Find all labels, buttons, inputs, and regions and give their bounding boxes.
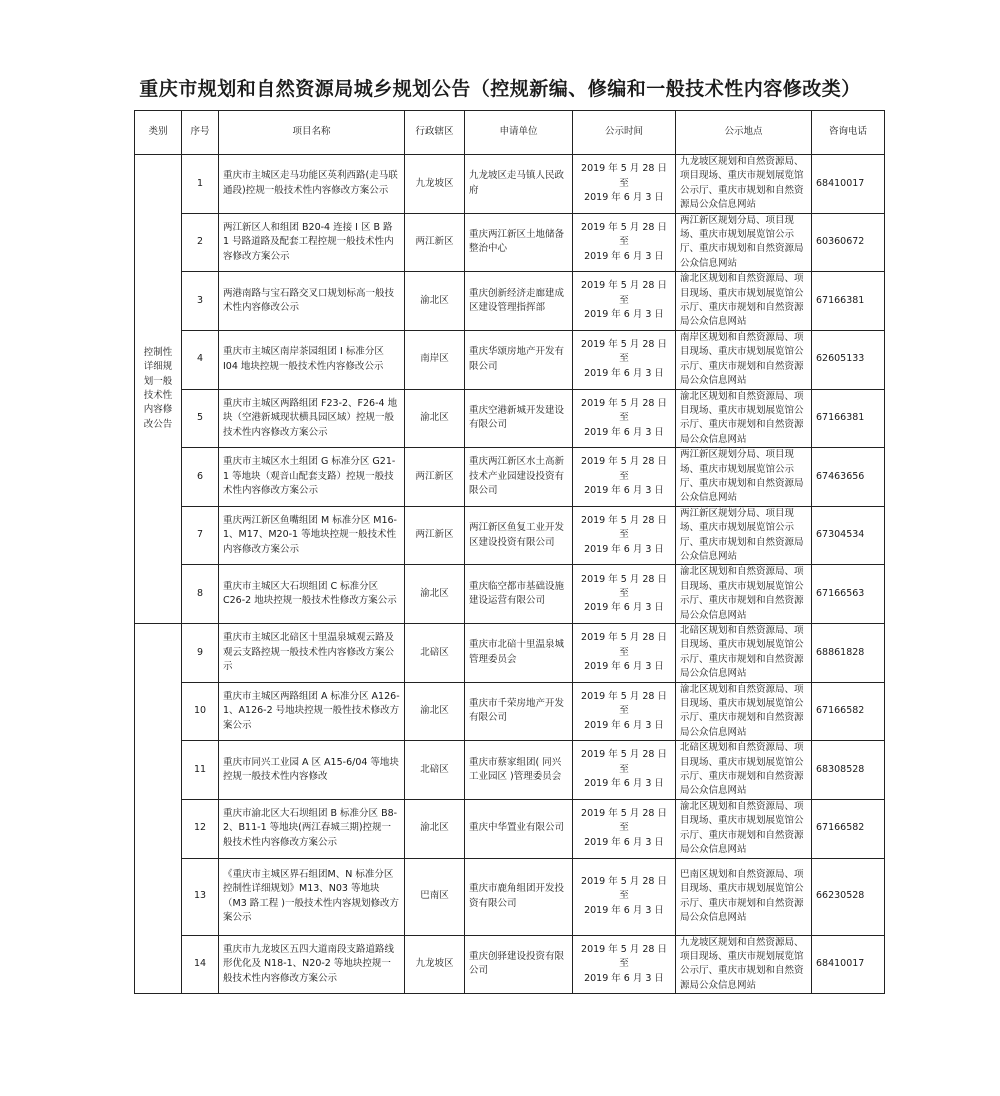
project-name: 重庆市主城区北碚区十里温泉城观云路及观云支路控规一般技术性内容修改方案公示 <box>219 624 405 683</box>
table-row <box>135 213 885 272</box>
project-name: 两江新区人和组团 B20-4 连接 I 区 B 路 1 号路道路及配套工程控规一般技术性内容修改方案公示 <box>219 213 405 272</box>
applicant: 重庆华颂房地产开发有限公司 <box>465 330 573 389</box>
district: 两江新区 <box>405 506 465 565</box>
project-name: 重庆市主城区两路组团 F23-2、F26-4 地块（空港新城现状横具园区域）控规一般技术性内容修改方案公示 <box>219 389 405 448</box>
notice-period <box>573 155 676 214</box>
phone-number: 67166563 <box>812 565 885 624</box>
table-header-row <box>135 111 885 155</box>
applicant: 重庆两江新区水土高新技术产业园建设投资有限公司 <box>465 448 573 507</box>
header-category: 类别 <box>135 111 182 155</box>
period-end: 2019 年 6 月 3 日 <box>584 485 664 497</box>
row-number: 7 <box>182 506 219 565</box>
period-end: 2019 年 6 月 3 日 <box>584 543 664 555</box>
period-start: 2019 年 5 月 28 日至 <box>581 875 667 902</box>
header-place: 公示地点 <box>676 111 812 155</box>
district: 九龙坡区 <box>405 155 465 214</box>
period-start: 2019 年 5 月 28 日至 <box>581 690 667 717</box>
period-end: 2019 年 6 月 3 日 <box>584 602 664 614</box>
table-row <box>135 448 885 507</box>
applicant: 九龙坡区走马镇人民政府 <box>465 155 573 214</box>
header-applicant: 申请单位 <box>465 111 573 155</box>
row-number: 9 <box>182 624 219 683</box>
applicant: 重庆两江新区土地储备整治中心 <box>465 213 573 272</box>
applicant: 重庆市北碚十里温泉城管理委员会 <box>465 624 573 683</box>
notice-place: 两江新区规划分局、项目现场、重庆市规划展览馆公示厅、重庆市规划和自然资源局公众信息网站 <box>676 448 812 507</box>
project-name: 重庆两江新区鱼嘴组团 M 标准分区 M16-1、M17、M20-1 等地块控规一般技术性内容修改方案公示 <box>219 506 405 565</box>
header-phone: 咨询电话 <box>812 111 885 155</box>
notice-period <box>573 506 676 565</box>
notice-place: 九龙坡区规划和自然资源局、项目现场、重庆市规划展览馆公示厅、重庆市规划和自然资源局公众信息网站 <box>676 935 812 994</box>
table-row <box>135 624 885 683</box>
notice-place: 渝北区规划和自然资源局、项目现场、重庆市规划展览馆公示厅、重庆市规划和自然资源局公众信息网站 <box>676 389 812 448</box>
notice-table <box>134 110 885 994</box>
period-start: 2019 年 5 月 28 日至 <box>581 808 667 834</box>
period-end: 2019 年 6 月 3 日 <box>584 309 664 321</box>
notice-place: 渝北区规划和自然资源局、项目现场、重庆市规划展览馆公示厅、重庆市规划和自然资源局公众信息网站 <box>676 799 812 858</box>
table-row <box>135 682 885 741</box>
applicant: 两江新区鱼复工业开发区建设投资有限公司 <box>465 506 573 565</box>
period-end: 2019 年 6 月 3 日 <box>584 904 664 916</box>
district: 渝北区 <box>405 799 465 858</box>
table-row <box>135 799 885 858</box>
phone-number: 68410017 <box>812 935 885 994</box>
district: 南岸区 <box>405 330 465 389</box>
row-number: 13 <box>182 858 219 935</box>
period-end: 2019 年 6 月 3 日 <box>584 719 664 731</box>
applicant: 重庆市千荣房地产开发有限公司 <box>465 682 573 741</box>
table-row <box>135 565 885 624</box>
district: 两江新区 <box>405 213 465 272</box>
period-start: 2019 年 5 月 28 日至 <box>581 514 667 541</box>
district: 北碚区 <box>405 741 465 800</box>
notice-period <box>573 330 676 389</box>
applicant: 重庆创驿建设投资有限公司 <box>465 935 573 994</box>
project-name: 重庆市主城区走马功能区英利西路(走马联通段)控规一般技术性内容修改方案公示 <box>219 155 405 214</box>
period-end: 2019 年 6 月 3 日 <box>584 778 664 790</box>
period-start: 2019 年 5 月 28 日至 <box>581 339 667 365</box>
project-name: 《重庆市主城区界石组团M、N 标准分区控制性详细规划》M13、N03 等地块（M3 路工程 )一般技术性内容规划修改方案公示 <box>219 858 405 935</box>
notice-period <box>573 682 676 741</box>
notice-place: 渝北区规划和自然资源局、项目现场、重庆市规划展览馆公示厅、重庆市规划和自然资源局公众信息网站 <box>676 272 812 331</box>
period-start: 2019 年 5 月 28 日至 <box>581 749 667 775</box>
phone-number: 67166381 <box>812 272 885 331</box>
notice-period <box>573 565 676 624</box>
period-end: 2019 年 6 月 3 日 <box>584 192 664 204</box>
row-number: 12 <box>182 799 219 858</box>
row-number: 3 <box>182 272 219 331</box>
notice-period <box>573 448 676 507</box>
row-number: 6 <box>182 448 219 507</box>
project-name: 重庆市主城区南岸茶园组团 I 标准分区 I04 地块控规一般技术性内容修改公示 <box>219 330 405 389</box>
notice-period <box>573 624 676 683</box>
period-start: 2019 年 5 月 28 日至 <box>581 456 667 482</box>
notice-place: 两江新区规划分局、项目现场、重庆市规划展览馆公示厅、重庆市规划和自然资源局公众信息网站 <box>676 213 812 272</box>
phone-number: 68410017 <box>812 155 885 214</box>
header-number: 序号 <box>182 111 219 155</box>
district: 九龙坡区 <box>405 935 465 994</box>
phone-number: 67463656 <box>812 448 885 507</box>
period-end: 2019 年 6 月 3 日 <box>584 426 664 438</box>
header-period: 公示时间 <box>573 111 676 155</box>
table-row <box>135 741 885 800</box>
notice-place: 南岸区规划和自然资源局、项目现场、重庆市规划展览馆公示厅、重庆市规划和自然资源局公众信息网站 <box>676 330 812 389</box>
period-end: 2019 年 6 月 3 日 <box>584 836 664 848</box>
notice-place: 北碚区规划和自然资源局、项目现场、重庆市规划展览馆公示厅、重庆市规划和自然资源局公众信息网站 <box>676 741 812 800</box>
period-start: 2019 年 5 月 28 日至 <box>581 280 667 306</box>
period-start: 2019 年 5 月 28 日至 <box>581 221 667 248</box>
notice-period <box>573 935 676 994</box>
page-title: 重庆市规划和自然资源局城乡规划公告（控规新编、修编和一般技术性内容修改类） <box>139 78 861 100</box>
district: 渝北区 <box>405 272 465 331</box>
row-number: 4 <box>182 330 219 389</box>
applicant: 重庆创新经济走廊建成区建设管理指挥部 <box>465 272 573 331</box>
row-number: 14 <box>182 935 219 994</box>
project-name: 重庆市渝北区大石坝组团 B 标准分区 B8-2、B11-1 等地块(两江春城三期)控规一般技术性内容修改方案公示 <box>219 799 405 858</box>
row-number: 10 <box>182 682 219 741</box>
category-cell: 控制性详细规划一般技术性内容修改公告 <box>135 155 182 624</box>
notice-period <box>573 272 676 331</box>
row-number: 8 <box>182 565 219 624</box>
row-number: 1 <box>182 155 219 214</box>
phone-number: 67304534 <box>812 506 885 565</box>
notice-period <box>573 799 676 858</box>
applicant: 重庆临空都市基础设施建设运营有限公司 <box>465 565 573 624</box>
period-start: 2019 年 5 月 28 日至 <box>581 163 667 189</box>
project-name: 重庆市主城区两路组团 A 标准分区 A126-1、A126-2 号地块控规一般性技术修改方案公示 <box>219 682 405 741</box>
notice-place: 九龙坡区规划和自然资源局、项目现场、重庆市规划展览馆公示厅、重庆市规划和自然资源局公众信息网站 <box>676 155 812 214</box>
phone-number: 68861828 <box>812 624 885 683</box>
phone-number: 67166582 <box>812 682 885 741</box>
district: 渝北区 <box>405 682 465 741</box>
notice-place: 渝北区规划和自然资源局、项目现场、重庆市规划展览馆公示厅、重庆市规划和自然资源局公众信息网站 <box>676 682 812 741</box>
period-end: 2019 年 6 月 3 日 <box>584 661 664 673</box>
notice-period <box>573 389 676 448</box>
district: 北碚区 <box>405 624 465 683</box>
district: 巴南区 <box>405 858 465 935</box>
project-name: 重庆市主城区大石坝组团 C 标准分区 C26-2 地块控规一般技术性修改方案公示 <box>219 565 405 624</box>
phone-number: 67166381 <box>812 389 885 448</box>
period-end: 2019 年 6 月 3 日 <box>584 972 664 984</box>
table-row <box>135 935 885 994</box>
notice-period <box>573 741 676 800</box>
row-number: 11 <box>182 741 219 800</box>
table-row <box>135 272 885 331</box>
phone-number: 60360672 <box>812 213 885 272</box>
applicant: 重庆中华置业有限公司 <box>465 799 573 858</box>
project-name: 重庆市九龙坡区五四大道南段支路道路线形优化及 N18-1、N20-2 等地块控规一般技术性内容修改方案公示 <box>219 935 405 994</box>
phone-number: 62605133 <box>812 330 885 389</box>
district: 两江新区 <box>405 448 465 507</box>
period-end: 2019 年 6 月 3 日 <box>584 367 664 379</box>
notice-place: 北碚区规划和自然资源局、项目现场、重庆市规划展览馆公示厅、重庆市规划和自然资源局公众信息网站 <box>676 624 812 683</box>
table-row <box>135 858 885 935</box>
period-start: 2019 年 5 月 28 日至 <box>581 573 667 599</box>
table-row <box>135 506 885 565</box>
applicant: 重庆市鹿角组团开发投资有限公司 <box>465 858 573 935</box>
table-row <box>135 330 885 389</box>
period-end: 2019 年 6 月 3 日 <box>584 250 664 262</box>
period-start: 2019 年 5 月 28 日至 <box>581 632 667 658</box>
period-start: 2019 年 5 月 28 日至 <box>581 943 667 970</box>
period-start: 2019 年 5 月 28 日至 <box>581 397 667 424</box>
notice-period <box>573 213 676 272</box>
notice-place: 两江新区规划分局、项目现场、重庆市规划展览馆公示厅、重庆市规划和自然资源局公众信息网站 <box>676 506 812 565</box>
project-name: 重庆市同兴工业园 A 区 A15-6/04 等地块控规一般技术性内容修改 <box>219 741 405 800</box>
category-cell-empty <box>135 624 182 994</box>
row-number: 2 <box>182 213 219 272</box>
table-row <box>135 389 885 448</box>
phone-number: 67166582 <box>812 799 885 858</box>
project-name: 重庆市主城区水土组团 G 标准分区 G21-1 等地块（观音山配套支路）控规一般技术性内容修改方案公示 <box>219 448 405 507</box>
applicant: 重庆空港新城开发建设有限公司 <box>465 389 573 448</box>
header-project-name: 项目名称 <box>219 111 405 155</box>
project-name: 两港南路与宝石路交叉口规划标高一般技术性内容修改公示 <box>219 272 405 331</box>
header-district: 行政辖区 <box>405 111 465 155</box>
phone-number: 68308528 <box>812 741 885 800</box>
district: 渝北区 <box>405 565 465 624</box>
row-number: 5 <box>182 389 219 448</box>
table-row <box>135 155 885 214</box>
notice-place: 巴南区规划和自然资源局、项目现场、重庆市规划展览馆公示厅、重庆市规划和自然资源局公众信息网站 <box>676 858 812 935</box>
phone-number: 66230528 <box>812 858 885 935</box>
district: 渝北区 <box>405 389 465 448</box>
notice-period <box>573 858 676 935</box>
applicant: 重庆市蔡家组团( 同兴工业园区 )管理委员会 <box>465 741 573 800</box>
notice-place: 渝北区规划和自然资源局、项目现场、重庆市规划展览馆公示厅、重庆市规划和自然资源局公众信息网站 <box>676 565 812 624</box>
